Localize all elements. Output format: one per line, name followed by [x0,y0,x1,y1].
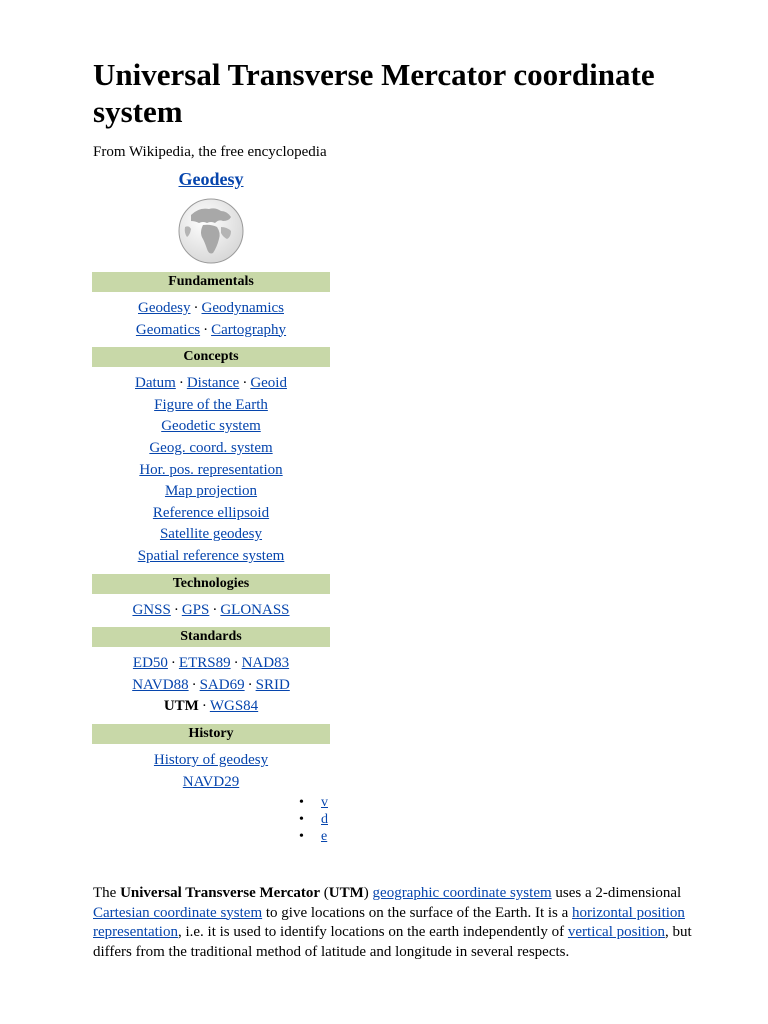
section-header-history: History [92,724,330,744]
list-item [321,828,328,845]
list-item [92,438,330,460]
page-title: Universal Transverse Mercator coordinate system [93,57,655,129]
link-cartesian-coordinate-system[interactable]: Cartesian coordinate system [93,904,263,921]
link-history-of-geodesy[interactable]: History of geodesy [153,751,269,768]
link-map-projection[interactable]: Map projection [164,483,258,500]
separator: · [170,655,176,672]
list-item [321,794,328,811]
link-distance[interactable]: Distance [186,375,240,392]
link-horizontal-position-representation[interactable]: horizontal position representation [93,904,685,940]
navbox-view-link[interactable]: v [321,795,328,810]
list-item [92,675,330,697]
section-header-standards: Standards [92,627,330,647]
link-cartography[interactable]: Cartography [211,321,287,338]
link-srid[interactable]: SRID [255,676,290,693]
link-geographic-coordinate-system[interactable]: geographic coordinate system [372,885,552,901]
link-gnss[interactable]: GNSS [132,601,171,618]
page-subtitle: From Wikipedia, the free encyclopedia [93,144,327,160]
separator: · [212,601,218,618]
intro-text: , i.e. it is used to identify locations on the earth independently of [177,924,568,940]
link-gps[interactable]: GPS [181,601,210,618]
intro-bold-abbrev: UTM [328,885,364,901]
link-geoid[interactable]: Geoid [250,375,287,392]
intro-text: uses a 2-dimensional [551,885,682,901]
link-geodetic-system[interactable]: Geodetic system [161,418,261,435]
link-satellite-geodesy[interactable]: Satellite geodesy [159,526,263,543]
link-geog-coord-system[interactable]: Geog. coord. system [149,439,273,456]
link-nad83[interactable]: NAD83 [241,655,290,672]
list-item [92,600,330,622]
list-item [92,546,330,568]
link-reference-ellipsoid[interactable]: Reference ellipsoid [152,504,270,521]
separator: · [191,676,197,693]
list-item [92,696,330,718]
section-header-concepts: Concepts [92,347,330,367]
link-figure-of-the-earth[interactable]: Figure of the Earth [154,396,268,413]
geodesy-infobox [92,166,330,797]
link-geomatics[interactable]: Geomatics [135,321,201,338]
infobox-title [92,166,330,192]
separator: · [242,375,248,392]
separator: · [201,698,207,715]
link-sad69[interactable]: SAD69 [199,676,245,693]
link-geodesy[interactable]: Geodesy [138,300,191,316]
section-fundamentals [92,272,330,345]
list-item [92,481,330,503]
list-item [92,373,330,395]
section-standards [92,627,330,722]
link-navd29[interactable]: NAVD29 [182,773,240,790]
links-technologies [92,594,330,626]
intro-text: , but differs from the traditional method of latitude and longitude in several respects. [93,924,692,960]
list-item [321,811,328,828]
links-concepts [92,367,330,571]
list-item [92,653,330,675]
intro-bold-term: Universal Transverse Mercator [120,885,321,901]
list-item [92,524,330,546]
link-vertical-position[interactable]: vertical position [567,924,665,940]
link-geodynamics[interactable]: Geodynamics [201,300,284,316]
list-item [92,460,330,482]
link-etrs89[interactable]: ETRS89 [178,655,231,672]
section-history [92,724,330,797]
current-article-utm: UTM [163,698,199,715]
separator: · [173,601,179,618]
link-ed50[interactable]: ED50 [132,655,168,672]
navbox-edit-link[interactable]: e [321,829,328,844]
links-standards [92,647,330,722]
list-item [92,772,330,794]
section-technologies [92,574,330,626]
intro-text: to give locations on the surface of the Earth. It is a [262,904,573,921]
separator: · [247,676,253,693]
section-concepts [92,347,330,571]
intro-paragraph [93,884,693,962]
link-datum[interactable]: Datum [135,375,176,392]
separator: · [178,375,184,392]
navbox-vde-links [299,794,328,845]
globe-image[interactable] [92,192,330,270]
list-item [92,298,330,320]
separator: · [233,655,239,672]
navbox-discuss-link[interactable]: d [321,812,328,827]
links-fundamentals [92,292,330,345]
list-item [92,320,330,342]
list-item [92,750,330,772]
intro-text: The [93,885,121,901]
link-wgs84[interactable]: WGS84 [209,698,259,715]
separator: · [203,321,209,338]
link-glonass[interactable]: GLONASS [220,601,290,618]
link-navd88[interactable]: NAVD88 [132,676,189,693]
link-spatial-reference-system[interactable]: Spatial reference system [137,547,285,564]
list-item [92,416,330,438]
list-item [92,503,330,525]
link-hor-pos-representation[interactable]: Hor. pos. representation [139,461,283,478]
separator: · [193,300,199,316]
intro-text: ) [363,885,373,901]
links-history [92,744,330,797]
geodesy-title-link[interactable]: Geodesy [178,169,244,189]
section-header-fundamentals: Fundamentals [92,272,330,292]
intro-text: ( [320,885,329,901]
section-header-technologies: Technologies [92,574,330,594]
globe-icon [177,197,245,265]
list-item [92,395,330,417]
